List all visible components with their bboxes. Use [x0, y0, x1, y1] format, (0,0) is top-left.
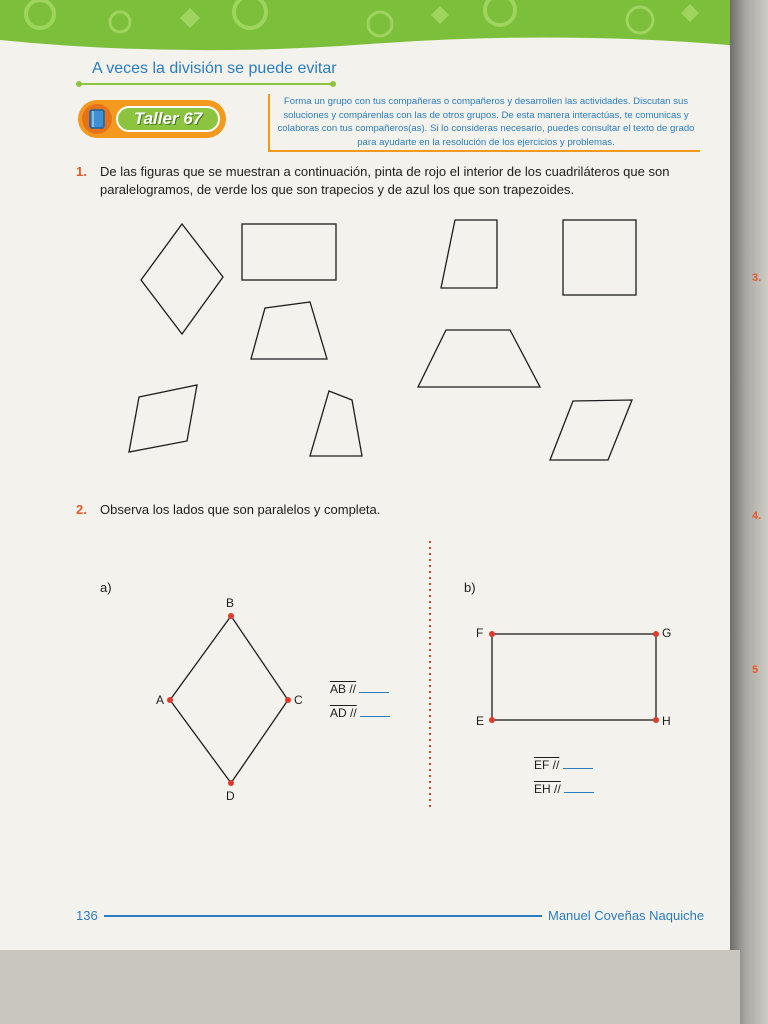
figure-parallelogram-2 [550, 400, 632, 460]
workshop-label: Taller 67 [133, 109, 203, 128]
part-a-label: a) [100, 580, 112, 595]
section-title: A veces la división se puede evitar [92, 60, 337, 77]
author-name: Manuel Coveñas Naquiche [548, 908, 705, 923]
margin-number-3: 3. [752, 272, 762, 284]
figure-trapezoid-2 [418, 330, 540, 387]
figure-square [563, 220, 636, 295]
relation-ef-text: EF // [534, 758, 560, 772]
figure-b-rectangle [492, 634, 656, 720]
vertex-h-label: H [662, 714, 671, 728]
vertex-g-label: G [662, 626, 672, 640]
page-number: 136 [76, 908, 98, 923]
margin-number-4: 4. [752, 510, 762, 522]
vertex-d-label: D [226, 789, 235, 803]
point-e [489, 717, 495, 723]
relation-ab [330, 682, 389, 696]
point-f [489, 631, 495, 637]
part-b-label: b) [464, 580, 476, 595]
relation-ad [330, 706, 390, 720]
relation-eh-blank[interactable] [564, 782, 594, 793]
point-g [653, 631, 659, 637]
vertex-e-label: E [476, 714, 485, 728]
point-a [167, 697, 173, 703]
relation-ab-text: AB // [330, 682, 357, 696]
figure-rectangle-1 [242, 224, 336, 280]
relation-eh-text: EH // [534, 782, 561, 796]
margin-number-5: 5 [752, 664, 759, 676]
figure-parallelogram-1 [129, 385, 197, 452]
figure-rhombus [141, 224, 223, 334]
vertex-b-label: B [226, 596, 235, 610]
relation-ad-blank[interactable] [360, 706, 390, 717]
footer-line [104, 915, 542, 917]
figure-trapezoid-right [441, 220, 497, 288]
relation-ab-blank[interactable] [359, 682, 389, 693]
question-2-number: 2. [76, 502, 87, 517]
figure-irregular-quadrilateral [310, 391, 362, 456]
relation-ad-text: AD // [330, 706, 357, 720]
vertex-a-label: A [156, 693, 165, 707]
point-b [228, 613, 234, 619]
vertex-c-label: C [294, 693, 303, 707]
figure-trapezoid-1 [251, 302, 327, 359]
figure-a-rhombus [170, 616, 288, 783]
point-d [228, 780, 234, 786]
page-edge-background [0, 950, 740, 1024]
vertex-f-label: F [476, 626, 484, 640]
point-h [653, 717, 659, 723]
question-1-number: 1. [76, 164, 87, 179]
relation-eh [534, 782, 594, 796]
point-c [285, 697, 291, 703]
relation-ef-blank[interactable] [563, 758, 593, 769]
instructions-text: Forma un grupo con tus compañeras o compañeros y desarrollen las actividades. Discutan sus soluciones y compárenlas con las de otros grupos. De esta manera interactúas, te comunicas y colaboras con tus compañeros(as). Si lo consideras necesario, puedes consultar el texto de grado para ayudarte en la resolución de los ejercicios y problemas. [277, 96, 695, 148]
question-1-text: De las figuras que se muestran a continuación, pinta de rojo el interior de los cuadriláteros que son paralelogramos, de verde los que son trapecios y de azul los que son trapezoides. [100, 164, 670, 197]
question-2-text: Observa los lados que son paralelos y completa. [100, 502, 381, 517]
relation-ef [534, 758, 593, 772]
book-spine-shadow [730, 0, 768, 1024]
